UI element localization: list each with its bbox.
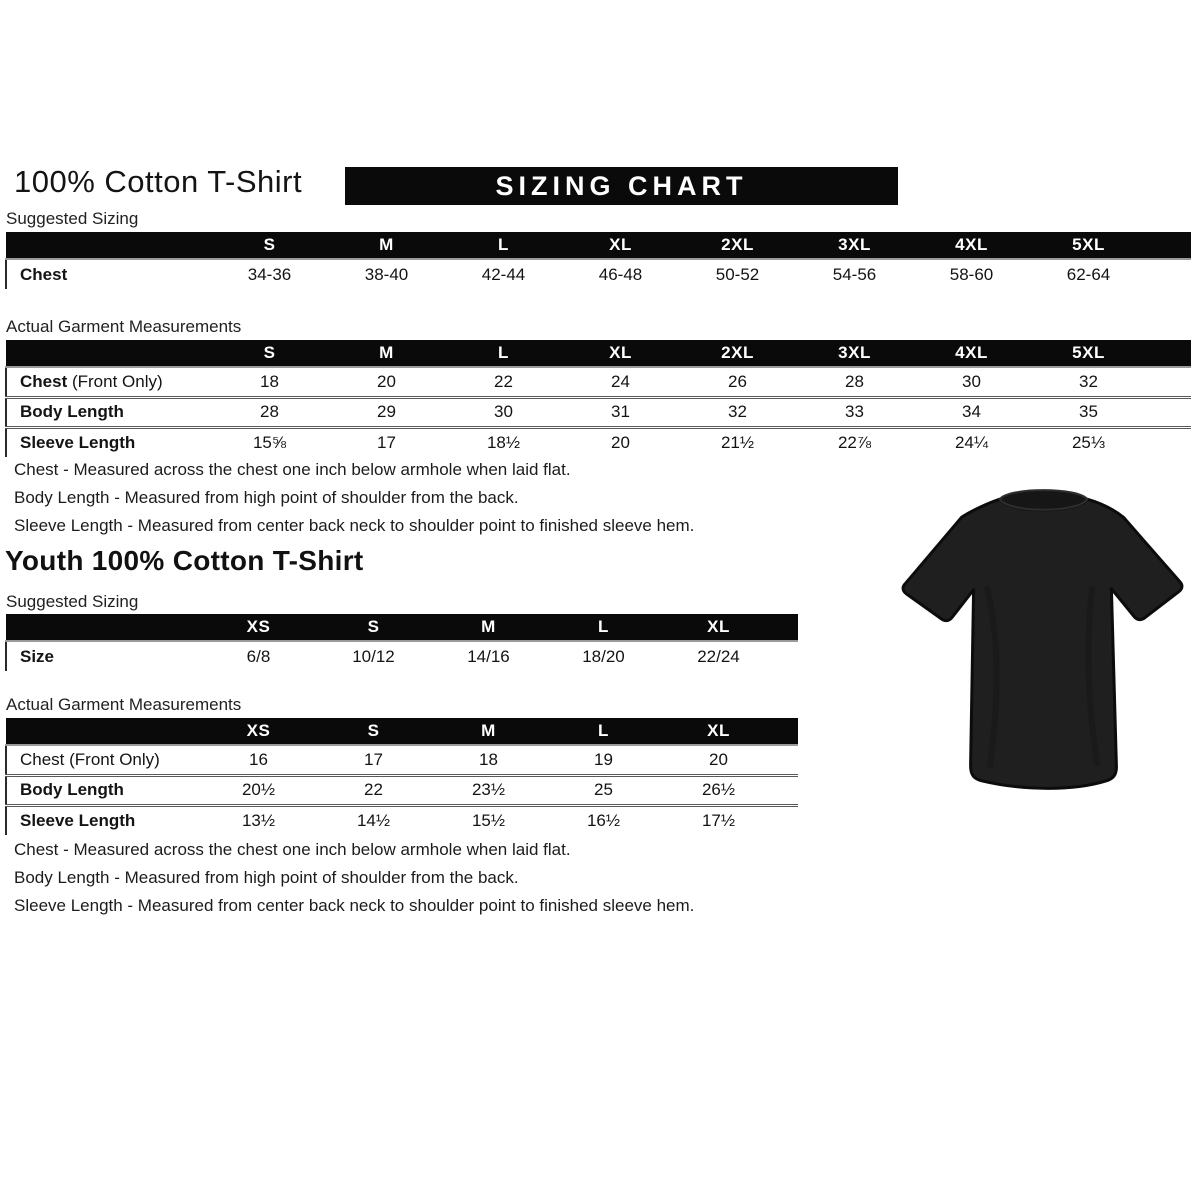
- sizing-table: [5, 232, 1191, 289]
- measurement-cell: 50-52: [715, 264, 760, 284]
- measurement-cell: 24: [611, 371, 630, 391]
- measurement-cell: 30: [962, 371, 981, 391]
- size-column-header: M: [431, 718, 546, 745]
- row-label: [6, 427, 211, 457]
- measurement-cell: 18/20: [582, 646, 625, 666]
- row-label: [6, 367, 211, 397]
- spacer-cell: [1147, 259, 1191, 289]
- measurement-cell: 28: [211, 397, 328, 427]
- size-column-header: XL: [562, 232, 679, 259]
- measurement-cell: 32: [1079, 371, 1098, 391]
- size-column-header: L: [445, 232, 562, 259]
- youth-suggested-sizing-table: [5, 614, 797, 671]
- table-row: [6, 641, 798, 671]
- row-label-text: Chest (Front Only): [20, 749, 160, 769]
- measurement-cell: 21½: [679, 427, 796, 457]
- measurement-cell: 16½: [546, 805, 661, 835]
- tshirt-collar-shape: [1000, 490, 1087, 510]
- row-label-text: Body Length: [20, 402, 124, 421]
- spacer-cell: [776, 614, 798, 641]
- measurement-cell: 46-48: [598, 264, 643, 284]
- size-column-header: 5XL: [1030, 232, 1147, 259]
- sizing-table: [5, 718, 798, 835]
- measurement-cell: 24¼: [913, 427, 1030, 457]
- measurement-cell: 16: [249, 749, 268, 769]
- measurement-cell: 54-56: [832, 264, 877, 284]
- row-label-text: Body Length: [20, 780, 124, 799]
- size-column-header: 4XL: [913, 340, 1030, 367]
- size-column-header: S: [211, 232, 328, 259]
- size-column-header: 2XL: [679, 340, 796, 367]
- measurement-cell: 58-60: [949, 264, 994, 284]
- sizing-chart-banner: SIZING CHART: [345, 167, 898, 205]
- measurement-cell: 18½: [445, 427, 562, 457]
- measurement-cell: 34-36: [247, 264, 292, 284]
- measurement-cell: 30: [445, 397, 562, 427]
- size-column-header: M: [431, 614, 546, 641]
- measurement-cell: 20: [709, 749, 728, 769]
- measurement-cell: 32: [679, 397, 796, 427]
- measurement-cell: 17½: [661, 805, 776, 835]
- measurement-cell: 26½: [661, 775, 776, 805]
- measurement-cell: 38-40: [364, 264, 409, 284]
- spacer-cell: [776, 775, 798, 805]
- row-label-text: Sleeve Length: [20, 432, 136, 452]
- page-title: 100% Cotton T-Shirt: [14, 164, 303, 199]
- spacer-cell: [776, 718, 798, 745]
- row-label: [6, 775, 201, 805]
- measurement-cell: 22: [494, 371, 513, 391]
- measurement-cell: 14/16: [467, 646, 510, 666]
- size-header-row: [6, 340, 1191, 367]
- size-column-header: L: [445, 340, 562, 367]
- adult-suggested-sizing-label: Suggested Sizing: [6, 209, 139, 228]
- row-label: [6, 805, 201, 835]
- measurement-cell: 33: [796, 397, 913, 427]
- row-label-text: Chest: [20, 264, 68, 284]
- measurement-cell: 15⅝: [211, 427, 328, 457]
- row-label: [6, 397, 211, 427]
- table-row: [6, 397, 1191, 427]
- measurement-cell: 20½: [201, 775, 316, 805]
- table-row: [6, 259, 1191, 289]
- youth-actual-measurements-label: Actual Garment Measurements: [6, 695, 242, 714]
- sizing-table: [5, 614, 798, 671]
- black-tshirt-image: [888, 466, 1196, 818]
- measurement-cell: 17: [328, 427, 445, 457]
- measurement-cell: 62-64: [1066, 264, 1111, 284]
- size-column-header: 2XL: [679, 232, 796, 259]
- table-row: [6, 775, 798, 805]
- row-label: [6, 641, 201, 671]
- size-column-header: 5XL: [1030, 340, 1147, 367]
- row-label-suffix: (Front Only): [67, 371, 163, 391]
- measurement-cell: 18: [479, 749, 498, 769]
- row-label: [6, 259, 211, 289]
- size-column-header: XL: [661, 614, 776, 641]
- measurement-cell: 22⅞: [796, 427, 913, 457]
- size-column-header: XL: [661, 718, 776, 745]
- row-label-text: Sleeve Length: [20, 810, 136, 830]
- table-row: [6, 745, 798, 775]
- youth-measurement-notes: [14, 841, 694, 925]
- measurement-cell: 28: [845, 371, 864, 391]
- adult-actual-measurements-table: [5, 340, 1191, 457]
- spacer-cell: [776, 641, 798, 671]
- spacer-cell: [1147, 340, 1191, 367]
- note-sleeve-length: Sleeve Length - Measured from center back neck to shoulder point to finished sleeve hem.: [14, 896, 695, 915]
- measurement-cell: 22: [316, 775, 431, 805]
- row-label-text: Size: [20, 646, 55, 666]
- measurement-cell: 10/12: [352, 646, 395, 666]
- tshirt-body-shape: [903, 499, 1182, 788]
- corner-cell: [6, 340, 211, 367]
- measurement-cell: 34: [913, 397, 1030, 427]
- size-column-header: S: [211, 340, 328, 367]
- measurement-cell: 14½: [316, 805, 431, 835]
- measurement-cell: 20: [562, 427, 679, 457]
- size-column-header: M: [328, 232, 445, 259]
- size-column-header: XS: [201, 718, 316, 745]
- note-chest: Chest - Measured across the chest one inch below armhole when laid flat.: [14, 460, 571, 479]
- measurement-cell: 19: [594, 749, 613, 769]
- adult-actual-measurements-label: Actual Garment Measurements: [6, 317, 242, 336]
- size-column-header: XS: [201, 614, 316, 641]
- measurement-cell: 13½: [201, 805, 316, 835]
- spacer-cell: [776, 805, 798, 835]
- youth-actual-measurements-table: [5, 718, 797, 835]
- measurement-cell: 22/24: [697, 646, 740, 666]
- spacer-cell: [1147, 367, 1191, 397]
- measurement-cell: 26: [728, 371, 747, 391]
- size-header-row: [6, 718, 798, 745]
- sizing-table: [5, 340, 1191, 457]
- measurement-cell: 18: [260, 371, 279, 391]
- size-column-header: XL: [562, 340, 679, 367]
- size-column-header: L: [546, 614, 661, 641]
- note-body-length: Body Length - Measured from high point of shoulder from the back.: [14, 488, 519, 507]
- table-row: [6, 805, 798, 835]
- corner-cell: [6, 232, 211, 259]
- size-column-header: L: [546, 718, 661, 745]
- spacer-cell: [1147, 397, 1191, 427]
- size-column-header: 3XL: [796, 232, 913, 259]
- size-column-header: S: [316, 614, 431, 641]
- adult-measurement-notes: [14, 461, 694, 545]
- adult-suggested-sizing-table: [5, 232, 1191, 289]
- size-column-header: S: [316, 718, 431, 745]
- size-column-header: 3XL: [796, 340, 913, 367]
- measurement-cell: 23½: [431, 775, 546, 805]
- size-column-header: M: [328, 340, 445, 367]
- size-header-row: [6, 232, 1191, 259]
- measurement-cell: 6/8: [246, 646, 271, 666]
- measurement-cell: 25: [546, 775, 661, 805]
- corner-cell: [6, 718, 201, 745]
- spacer-cell: [776, 745, 798, 775]
- note-chest: Chest - Measured across the chest one inch below armhole when laid flat.: [14, 840, 571, 859]
- spacer-cell: [1147, 232, 1191, 259]
- measurement-cell: 35: [1030, 397, 1147, 427]
- size-header-row: [6, 614, 798, 641]
- note-body-length: Body Length - Measured from high point of shoulder from the back.: [14, 868, 519, 887]
- measurement-cell: 25⅓: [1030, 427, 1147, 457]
- size-column-header: 4XL: [913, 232, 1030, 259]
- row-label: [6, 745, 201, 775]
- measurement-cell: 31: [562, 397, 679, 427]
- table-row: [6, 427, 1191, 457]
- youth-section-heading: Youth 100% Cotton T-Shirt: [5, 545, 364, 576]
- measurement-cell: 20: [377, 371, 396, 391]
- measurement-cell: 17: [364, 749, 383, 769]
- row-label-text: Chest: [20, 371, 68, 391]
- measurement-cell: 15½: [431, 805, 546, 835]
- corner-cell: [6, 614, 201, 641]
- youth-suggested-sizing-label: Suggested Sizing: [6, 592, 139, 611]
- note-sleeve-length: Sleeve Length - Measured from center back neck to shoulder point to finished sleeve hem.: [14, 516, 695, 535]
- spacer-cell: [1147, 427, 1191, 457]
- measurement-cell: 29: [328, 397, 445, 427]
- table-row: [6, 367, 1191, 397]
- measurement-cell: 42-44: [481, 264, 526, 284]
